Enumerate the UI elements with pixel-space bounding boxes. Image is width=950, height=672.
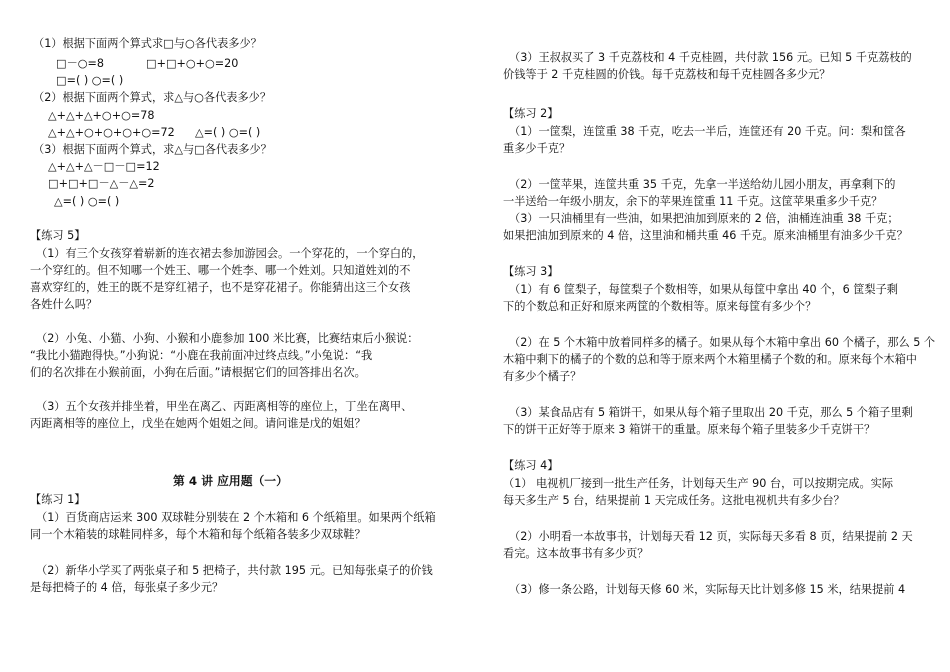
paragraph-line: （2）小明看一本故事书，计划每天看 12 页，实际每天多看 8 页，结果提前 2 天 <box>509 530 913 543</box>
paragraph-line: （3）修一条公路，计划每天修 60 米，实际每天比计划多修 15 米，结果提前 4 <box>509 583 906 596</box>
paragraph-line: 一半送给一年级小朋友，余下的苹果连筐重 11 千克。这筐苹果重多少千克？ <box>503 195 883 208</box>
paragraph-line: “我比小猫跑得快。”小狗说：“小鹿在我前面冲过终点线。”小兔说：“我 <box>30 349 373 362</box>
paragraph-line: 同一个木箱装的球鞋同样多，每个木箱和每个纸箱各装多少双球鞋？ <box>30 528 366 541</box>
exercise-label: 【练习 2】 <box>503 107 559 120</box>
equation: □+□+○+○=20 <box>146 57 239 70</box>
paragraph-line: （1） 电视机厂接到一批生产任务，计划每天生产 90 台，可以按期完成。实际 <box>503 477 894 490</box>
paragraph-line: 木箱中剩下的橘子的个数的总和等于原来两个木箱里橘子个数的和。原来每个木箱中 <box>503 353 917 366</box>
paragraph-line: （1）一筐梨，连筐重 38 千克，吃去一半后，连筐还有 20 千克。问：梨和筐各 <box>509 125 906 138</box>
paragraph-line: 喜欢穿红的，姓王的既不是穿红裙子，也不是穿花裙子。你能猜出这三个女孩 <box>30 281 411 294</box>
equation: □+□+□－△－△=2 <box>48 177 155 190</box>
paragraph-line: （1）百货商店运来 300 双球鞋分别装在 2 个木箱和 6 个纸箱里。如果两个纸箱 <box>36 511 436 524</box>
paragraph-line: （2）小兔、小猫、小狗、小猴和小鹿参加 100 米比赛，比赛结束后小猴说： <box>36 332 419 345</box>
paragraph-line: （2）在 5 个木箱中放着同样多的橘子。如果从每个木箱中拿出 60 个橘子，那么 5 个 <box>509 336 936 349</box>
paragraph-line: 看完。这本故事书有多少页？ <box>503 547 649 560</box>
paragraph-line: 价钱等于 2 千克桂圆的价钱。每千克荔枝和每千克桂圆各多少元？ <box>503 68 831 81</box>
paragraph-line: 每天多生产 5 台，结果提前 1 天完成任务。这批电视机共有多少台？ <box>503 494 845 507</box>
problem-2-prompt: （2）根据下面两个算式，求△与○各代表多少？ <box>33 91 272 104</box>
paragraph-line: 一个穿红的。但不知哪一个姓王、哪一个姓李、哪一个姓刘。只知道姓刘的不 <box>30 264 411 277</box>
equation: □－○=8 <box>56 57 105 70</box>
lecture-heading: 第 4 讲 应用题（一） <box>173 474 288 488</box>
paragraph-line: 重多少千克？ <box>503 142 571 155</box>
paragraph-line: （3）五个女孩并排坐着，甲坐在离乙、丙距离相等的座位上，丁坐在离甲、 <box>36 400 413 413</box>
exercise-label: 【练习 1】 <box>30 493 86 506</box>
paragraph-line: 们的名次排在小猴前面，小狗在后面。”请根据它们的回答排出名次。 <box>30 366 366 379</box>
problem-3-prompt: （3）根据下面两个算式，求△与□各代表多少？ <box>33 143 272 156</box>
paragraph-line: 各姓什么吗？ <box>30 298 98 311</box>
paragraph-line: （2）一筐苹果，连筐共重 35 千克，先拿一半送给幼儿园小朋友，再拿剩下的 <box>509 178 896 191</box>
paragraph-line: （1）有 6 筐梨子，每筐梨子个数相等，如果从每筐中拿出 40 个，6 筐梨子剩 <box>509 283 898 296</box>
paragraph-line: （3）一只油桶里有一些油，如果把油加到原来的 2 倍，油桶连油重 38 千克； <box>509 212 899 225</box>
paragraph-line: 有多少个橘子？ <box>503 370 582 383</box>
paragraph-line: 下的饼干正好等于原来 3 箱饼干的重量。原来每个箱子里装多少千克饼干？ <box>503 423 876 436</box>
paragraph-line: （3）某食品店有 5 箱饼干，如果从每个箱子里取出 20 千克，那么 5 个箱子里剩 <box>509 406 913 419</box>
problem-1-prompt: （1）根据下面两个算式求□与○各代表多少？ <box>33 37 262 50</box>
equation: △+△+△－□－□=12 <box>48 160 160 173</box>
paragraph-line: 是每把椅子的 4 倍，每张桌子多少元？ <box>30 581 224 594</box>
answer-blanks: □=( ) ○=( ) <box>56 74 124 87</box>
exercise-label: 【练习 5】 <box>30 229 86 242</box>
paragraph-line: （3）王叔叔买了 3 千克荔枝和 4 千克桂圆，共付款 156 元。已知 5 千克荔枝的 <box>509 51 912 64</box>
exercise-label: 【练习 4】 <box>503 459 559 472</box>
paragraph-line: 如果把油加到原来的 4 倍，这里油和桶共重 46 千克。原来油桶里有油多少千克？ <box>503 229 908 242</box>
equation: △+△+○+○+○+○=72 <box>48 126 175 139</box>
exercise-label: 【练习 3】 <box>503 265 559 278</box>
equation: △+△+△+○+○=78 <box>48 109 155 122</box>
paragraph-line: 下的个数总和正好和原来两筐的个数相等。原来每筐有多少个？ <box>503 300 817 313</box>
answer-blanks: △=( ) ○=( ) <box>54 195 120 208</box>
paragraph-line: （1）有三个女孩穿着崭新的连衣裙去参加游园会。一个穿花的，一个穿白的， <box>36 247 424 260</box>
answer-blanks: △=( ) ○=( ) <box>195 126 261 139</box>
paragraph-line: 丙距离相等的座位上，戊坐在她两个姐姐之间。请问谁是戊的姐姐？ <box>30 417 366 430</box>
paragraph-line: （2）新华小学买了两张桌子和 5 把椅子，共付款 195 元。已知每张桌子的价钱 <box>36 564 433 577</box>
